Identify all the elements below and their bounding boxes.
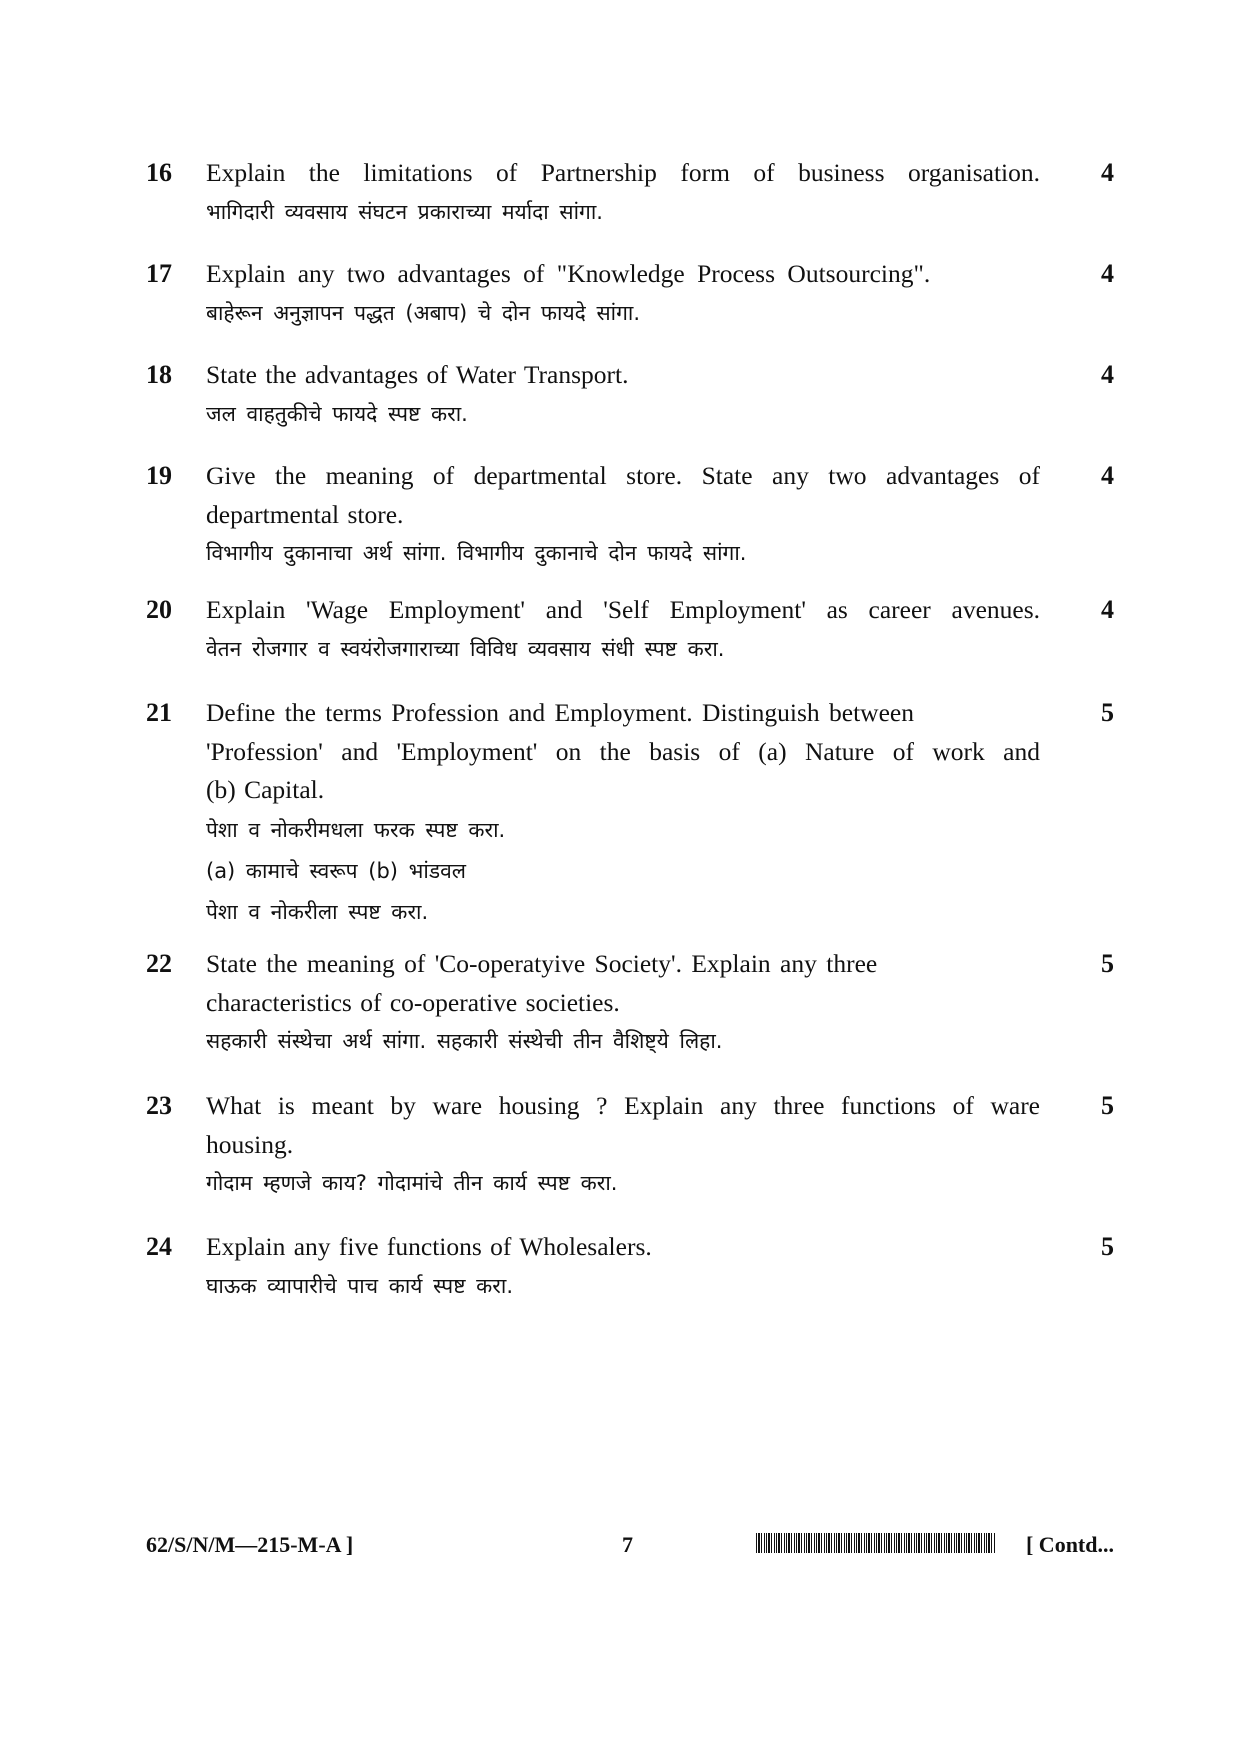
question-marks: 5 <box>1101 949 1114 978</box>
question-marks: 5 <box>1101 698 1114 727</box>
question-text-marathi: वेतन रोजगार व स्वयंरोजगाराच्या विविध व्यवसाय संधी स्पष्ट करा. <box>206 636 725 661</box>
question-marks: 4 <box>1101 259 1114 288</box>
question-body <box>206 356 1040 433</box>
question-text-marathi: विभागीय दुकानाचा अर्थ सांगा. विभागीय दुकानाचे दोन फायदे सांगा. <box>206 541 747 565</box>
question-marks: 5 <box>1101 1091 1114 1120</box>
question-number: 19 <box>146 461 172 490</box>
question-text-marathi: सहकारी संस्थेचा अर्थ सांगा. सहकारी संस्थेची तीन वैशिष्ट्ये लिहा. <box>206 1029 723 1053</box>
question-body <box>206 457 1040 572</box>
question-marks: 4 <box>1101 360 1114 389</box>
question-body <box>206 1087 1040 1202</box>
question-body <box>206 694 1040 933</box>
question-text-english-line: characteristics of co-operative societies. <box>206 987 620 1017</box>
question-text-english-line: State the meaning of 'Co-operatyive Society'. Explain any three <box>206 949 878 978</box>
question-text-english: Explain the limitations of Partnership form of business organisation. <box>206 158 1040 187</box>
continued-label: [ Contd... <box>1025 1532 1114 1557</box>
paper-code: 62/S/N/M—215-M-A ] <box>146 1532 354 1557</box>
question-marks: 4 <box>1101 158 1114 187</box>
question-text-english-line: departmental store. <box>206 499 404 529</box>
page-footer <box>146 1525 1126 1565</box>
question-number: 23 <box>146 1091 172 1120</box>
question-text-english-line: housing. <box>206 1129 294 1159</box>
question-text-marathi: घाऊक व्यापारीचे पाच कार्य स्पष्ट करा. <box>206 1273 514 1298</box>
question-text-marathi-line: (a) कामाचे स्वरूप (b) भांडवल <box>206 858 467 883</box>
question-text-english-line: 'Profession' and 'Employment' on the basis of (a) Nature of work and <box>206 736 1040 766</box>
question-text-marathi: जल वाहतुकीचे फायदे स्पष्ट करा. <box>206 401 468 426</box>
question-text-english-line: (b) Capital. <box>206 775 325 804</box>
question-marks: 4 <box>1101 595 1114 624</box>
barcode <box>756 1533 996 1553</box>
question-body <box>206 154 1040 231</box>
question-number: 21 <box>146 698 172 727</box>
question-text-english-line: Give the meaning of departmental store. State any two advantages of <box>206 461 1040 490</box>
question-number: 20 <box>146 595 172 624</box>
question-marks: 4 <box>1101 461 1114 490</box>
question-text-english: Explain 'Wage Employment' and 'Self Employment' as career avenues. <box>206 595 1040 624</box>
question-number: 18 <box>146 360 172 389</box>
question-text-marathi-line: पेशा व नोकरीमधला फरक स्पष्ट करा. <box>206 817 506 842</box>
question-text-marathi-line: पेशा व नोकरीला स्पष्ट करा. <box>206 899 429 924</box>
question-text-marathi: बाहेरून अनुज्ञापन पद्धत (अबाप) चे दोन फायदे सांगा. <box>206 300 641 325</box>
question-text-english: State the advantages of Water Transport. <box>206 360 629 389</box>
question-body <box>206 255 1040 332</box>
question-text-english: Explain any five functions of Wholesalers. <box>206 1232 652 1261</box>
question-body <box>206 591 1040 668</box>
question-text-english: Explain any two advantages of "Knowledge Process Outsourcing". <box>206 259 931 288</box>
question-text-marathi: गोदाम म्हणजे काय? गोदामांचे तीन कार्य स्पष्ट करा. <box>206 1171 618 1195</box>
question-text-english-line: Define the terms Profession and Employment. Distinguish between <box>206 698 914 727</box>
question-number: 22 <box>146 949 172 978</box>
question-body <box>206 1228 1040 1305</box>
question-number: 17 <box>146 259 172 288</box>
question-text-marathi: भागिदारी व्यवसाय संघटन प्रकाराच्या मर्यादा सांगा. <box>206 199 603 224</box>
page-number: 7 <box>622 1532 633 1557</box>
question-number: 24 <box>146 1232 172 1261</box>
question-body <box>206 945 1040 1060</box>
question-number: 16 <box>146 158 172 187</box>
question-marks: 5 <box>1101 1232 1114 1261</box>
question-text-english-line: What is meant by ware housing ? Explain any three functions of ware <box>206 1091 1040 1120</box>
